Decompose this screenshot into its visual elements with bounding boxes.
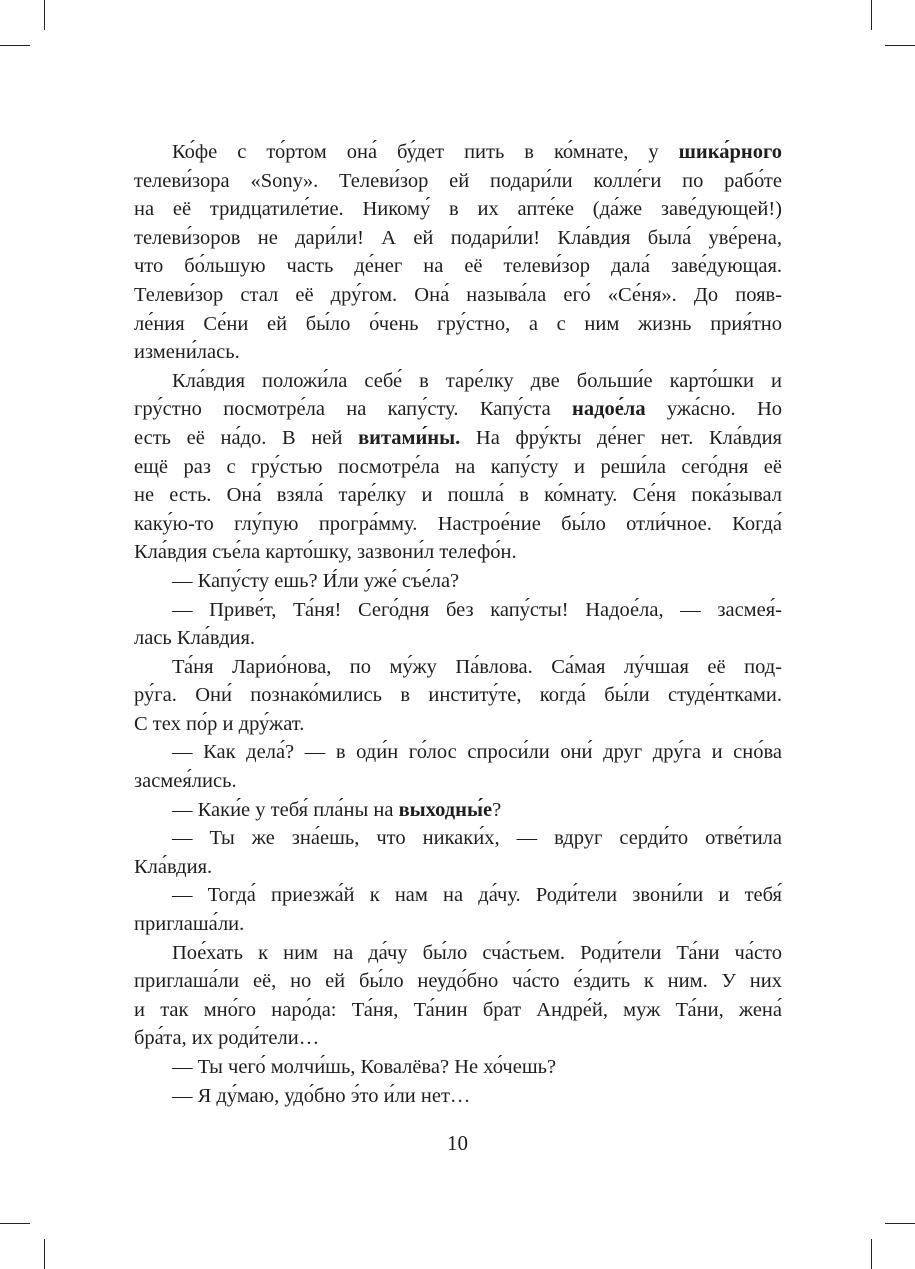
text-segment: Ко́фе с то́ртом она́ бу́дет пить в ко́мнате, у xyxy=(172,141,679,163)
text-segment: ру́га. Они́ познако́мились в институ́те, когда́ бы́ли студе́нтками. xyxy=(134,684,782,707)
paragraph xyxy=(134,824,782,881)
text-segment: телеви́зора «Sony». Телеви́зор ей подари́ли колле́ги по рабо́те xyxy=(134,169,782,192)
paragraph xyxy=(134,653,782,739)
crop-mark-bottom-right-v xyxy=(871,1239,872,1269)
text-line xyxy=(134,224,782,253)
text-segment: — Я ду́маю, удо́бно э́то и́ли нет… xyxy=(172,1084,471,1107)
text-line xyxy=(134,395,782,424)
text-line xyxy=(134,510,782,539)
text-line xyxy=(134,1082,782,1111)
text-line xyxy=(134,310,782,339)
bold-word: надое́ла xyxy=(572,398,646,421)
text-line xyxy=(134,824,782,853)
text-line xyxy=(134,596,782,625)
text-segment: засмея́лись. xyxy=(134,770,237,793)
text-segment: приглаша́ли. xyxy=(134,913,245,936)
text-segment: есть её на́до. В ней xyxy=(134,426,359,449)
crop-mark-bottom-left-h xyxy=(0,1223,30,1224)
text-segment: — Ты же зна́ешь, что никаки́х, — вдруг серди́то отве́тила xyxy=(172,827,782,850)
text-segment: гру́стно посмотре́ла на капу́сту. Капу́ста xyxy=(134,398,573,421)
body-text xyxy=(134,138,782,1110)
text-segment: ? xyxy=(492,798,502,821)
text-segment: каку́ю-то глу́пую програ́мму. Настрое́ние бы́ло отли́чное. Когда́ xyxy=(134,512,782,535)
text-line xyxy=(134,567,782,596)
paragraph xyxy=(134,367,782,567)
paragraph xyxy=(134,567,782,596)
text-line xyxy=(134,1024,782,1053)
text-line xyxy=(134,853,782,882)
text-line xyxy=(134,939,782,968)
text-segment: — Капу́сту ешь? И́ли уже́ съе́ла? xyxy=(172,569,460,592)
text-segment: телеви́зоров не дари́ли! А ей подари́ли! Кла́вдия была́ уве́рена, xyxy=(134,226,782,249)
text-segment: Кла́вдия. xyxy=(134,855,213,878)
text-line xyxy=(134,252,782,281)
crop-mark-bottom-right-h xyxy=(885,1223,915,1224)
text-line xyxy=(134,281,782,310)
text-line xyxy=(134,796,782,825)
paragraph xyxy=(134,738,782,795)
text-segment: ле́ния Се́ни ей бы́ло о́чень гру́стно, а с ним жизнь прия́тно xyxy=(134,312,782,335)
text-segment: — Приве́т, Та́ня! Сего́дня без капу́сты! Надое́ла, — засмея́- xyxy=(172,598,782,621)
text-line xyxy=(134,738,782,767)
text-segment: бра́та, их роди́тели… xyxy=(134,1027,320,1050)
text-segment: на её тридцатиле́тие. Никому́ в их апте́ке (да́же заве́дующей!) xyxy=(134,198,782,221)
text-line xyxy=(134,681,782,710)
text-segment: Телеви́зор стал её дру́гом. Она́ называ́ла его́ «Се́ня». До появ- xyxy=(134,283,782,306)
paragraph xyxy=(134,138,782,367)
paragraph xyxy=(134,939,782,1053)
text-segment: — Тогда́ приезжа́й к нам на да́чу. Роди́тели звони́ли и тебя́ xyxy=(172,884,782,907)
text-segment: Кла́вдия съе́ла карто́шку, зазвони́л телефо́н. xyxy=(134,541,517,564)
text-line xyxy=(134,653,782,682)
text-segment: На фру́кты де́нег нет. Кла́вдия xyxy=(460,426,782,449)
text-segment: и так мно́го наро́да: Та́ня, Та́нин брат Андре́й, муж Та́ни, жена́ xyxy=(134,998,782,1021)
text-line xyxy=(134,138,782,167)
text-segment: — Ты чего́ молчи́шь, Ковалёва? Не хо́чешь? xyxy=(172,1056,557,1078)
text-segment: ещё раз с гру́стью посмотре́ла на капу́сту и реши́ла сего́дня её xyxy=(134,455,782,478)
bold-word: выходны́е xyxy=(398,798,493,821)
crop-mark-bottom-left-v xyxy=(44,1239,45,1269)
text-segment: приглаша́ли её, но ей бы́ло неудо́бно ча́сто е́здить к ним. У них xyxy=(134,970,782,993)
text-line xyxy=(134,453,782,482)
crop-mark-top-left-h xyxy=(0,45,30,46)
text-segment: Пое́хать к ним на да́чу бы́ло сча́стьем. Роди́тели Та́ни ча́сто xyxy=(172,941,782,964)
text-line xyxy=(134,910,782,939)
text-line xyxy=(134,424,782,453)
text-segment: не есть. Она́ взяла́ таре́лку и пошла́ в ко́мнату. Се́ня пока́зывал xyxy=(134,484,782,507)
text-segment: ужа́сно. Но xyxy=(645,398,782,421)
text-line xyxy=(134,167,782,196)
text-line xyxy=(134,767,782,796)
text-segment: измени́лась. xyxy=(134,341,240,364)
text-line xyxy=(134,996,782,1025)
text-line xyxy=(134,367,782,396)
text-segment: Кла́вдия положи́ла себе́ в таре́лку две больши́е карто́шки и xyxy=(172,369,782,392)
text-line xyxy=(134,624,782,653)
paragraph xyxy=(134,596,782,653)
paragraph xyxy=(134,1053,782,1082)
bold-word: шика́рного xyxy=(678,141,782,163)
text-segment: лась Кла́вдия. xyxy=(134,627,256,650)
text-line xyxy=(134,1053,782,1082)
paragraph xyxy=(134,1082,782,1111)
text-segment: — Как дела́? — в оди́н го́лос спроси́ли они́ друг дру́га и сно́ва xyxy=(172,741,782,764)
crop-mark-top-right-h xyxy=(885,45,915,46)
text-line xyxy=(134,481,782,510)
crop-mark-top-left-v xyxy=(44,0,45,30)
text-line xyxy=(134,195,782,224)
text-line xyxy=(134,967,782,996)
text-segment: — Каки́е у тебя́ пла́ны на xyxy=(172,798,399,821)
paragraph xyxy=(134,881,782,938)
page-number: 10 xyxy=(447,1131,468,1155)
text-segment: С тех по́р и дру́жат. xyxy=(134,712,305,735)
text-line xyxy=(134,338,782,367)
text-line xyxy=(134,710,782,739)
text-line xyxy=(134,881,782,910)
text-line xyxy=(134,538,782,567)
bold-word: витами́ны. xyxy=(358,426,461,449)
text-segment: что бо́льшую часть де́нег на её телеви́зор дала́ заве́дующая. xyxy=(134,255,782,278)
text-segment: Та́ня Ларио́нова, по му́жу Па́влова. Са́мая лу́чшая её под- xyxy=(172,655,782,678)
crop-mark-top-right-v xyxy=(871,0,872,30)
paragraph xyxy=(134,796,782,825)
